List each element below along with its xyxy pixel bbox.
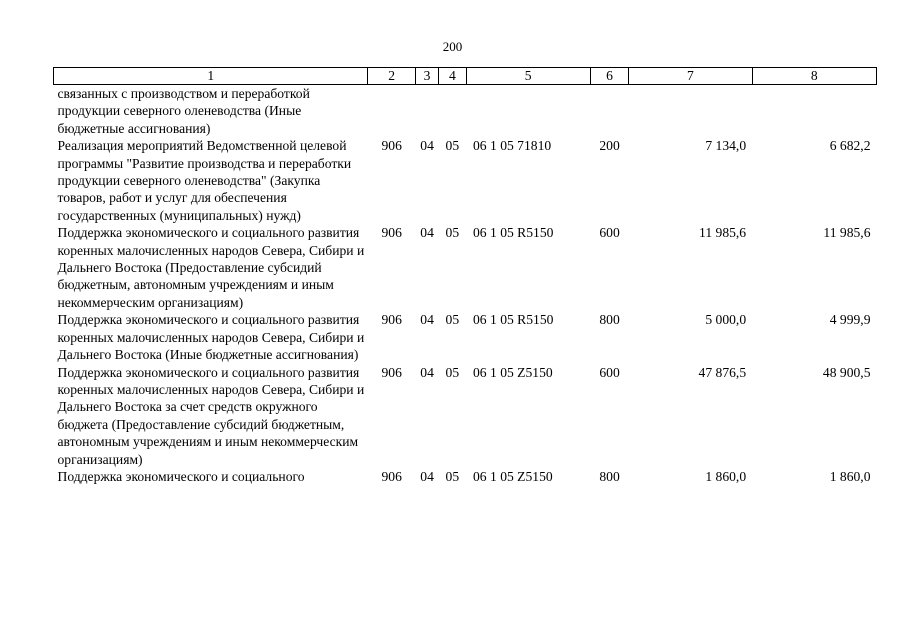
row-subsection: 05 — [445, 312, 460, 328]
row-expense-type: 200 — [599, 138, 620, 154]
budget-table — [53, 67, 877, 485]
row-amount-2: 6 682,2 — [829, 138, 871, 154]
row-ministry — [368, 85, 416, 138]
row-target-article: 06 1 05 Z5150 — [473, 364, 553, 380]
row-amount-2: 11 985,6 — [823, 225, 871, 241]
table-row — [54, 224, 877, 311]
row-target-article: 06 1 05 Z5150 — [473, 468, 553, 484]
row-subsection: 05 — [445, 225, 460, 241]
row-section: 04 — [420, 468, 434, 484]
table-body — [54, 85, 877, 486]
row-amount-2: 1 860,0 — [829, 468, 871, 484]
row-subsection — [439, 85, 466, 138]
row-ministry: 906 — [381, 468, 402, 484]
row-expense-type — [590, 85, 628, 138]
row-ministry: 906 — [381, 312, 402, 328]
header-col-3: 3 — [415, 68, 438, 85]
row-description: связанных с производством и переработкой продукции северного оленеводства (Иные бюджетные ассигнования) — [57, 86, 310, 136]
row-ministry: 906 — [381, 225, 402, 241]
row-target-article: 06 1 05 71810 — [473, 138, 552, 154]
page-number: 200 — [442, 39, 463, 54]
row-amount-2 — [752, 85, 876, 138]
row-description: Поддержка экономического и социального развития коренных малочисленных народов Севера, Сибири и Дальнего Востока (Предоставление субсидий бюджетным, автономным учреждениям и иным некоммерческим организациям) — [57, 225, 365, 310]
table-header — [54, 68, 877, 85]
row-amount-2: 4 999,9 — [829, 312, 871, 328]
row-description: Реализация мероприятий Ведомственной целевой программы "Развитие производства и переработки продукции северного оленеводства" (Закупка товаров, работ и услуг для обеспечения государственных (муниципальных) нужд) — [57, 138, 352, 223]
row-target-article: 06 1 05 R5150 — [473, 312, 554, 328]
row-amount-1: 11 985,6 — [699, 225, 747, 241]
table-row — [54, 85, 877, 138]
row-amount-1: 47 876,5 — [698, 364, 747, 380]
table-row — [54, 364, 877, 468]
header-col-5: 5 — [466, 68, 590, 85]
table-row — [54, 137, 877, 224]
row-expense-type: 800 — [599, 468, 620, 484]
row-target-article: 06 1 05 R5150 — [473, 225, 554, 241]
row-description: Поддержка экономического и социального — [57, 468, 305, 484]
header-col-6: 6 — [590, 68, 628, 85]
header-col-4: 4 — [439, 68, 466, 85]
header-col-8: 8 — [752, 68, 876, 85]
row-expense-type: 600 — [599, 225, 620, 241]
header-col-7: 7 — [629, 68, 752, 85]
row-ministry: 906 — [381, 364, 402, 380]
row-subsection: 05 — [445, 468, 460, 484]
row-section: 04 — [420, 225, 434, 241]
table-row — [54, 468, 877, 485]
row-amount-1: 7 134,0 — [705, 138, 747, 154]
row-description: Поддержка экономического и социального развития коренных малочисленных народов Севера, Сибири и Дальнего Востока за счет средств окружного бюджета (Предоставление субсидий бюджетным, автономным учреждениям и иным некоммерческим организациям) — [57, 364, 365, 467]
row-section: 04 — [420, 312, 434, 328]
row-expense-type: 800 — [599, 312, 620, 328]
header-row — [54, 68, 877, 85]
row-section: 04 — [420, 364, 434, 380]
row-subsection: 05 — [445, 364, 460, 380]
table-row — [54, 311, 877, 363]
row-subsection: 05 — [445, 138, 460, 154]
row-expense-type: 600 — [599, 364, 620, 380]
row-ministry: 906 — [381, 138, 402, 154]
row-description: Поддержка экономического и социального развития коренных малочисленных народов Севера, Сибири и Дальнего Востока (Иные бюджетные ассигнования) — [57, 312, 365, 363]
header-col-2: 2 — [368, 68, 416, 85]
header-col-1: 1 — [54, 68, 368, 85]
row-target-article — [466, 85, 590, 138]
row-section — [415, 85, 438, 138]
row-section: 04 — [420, 138, 434, 154]
row-amount-1: 5 000,0 — [705, 312, 747, 328]
row-amount-1 — [629, 85, 752, 138]
row-amount-1: 1 860,0 — [705, 468, 747, 484]
row-amount-2: 48 900,5 — [822, 364, 871, 380]
